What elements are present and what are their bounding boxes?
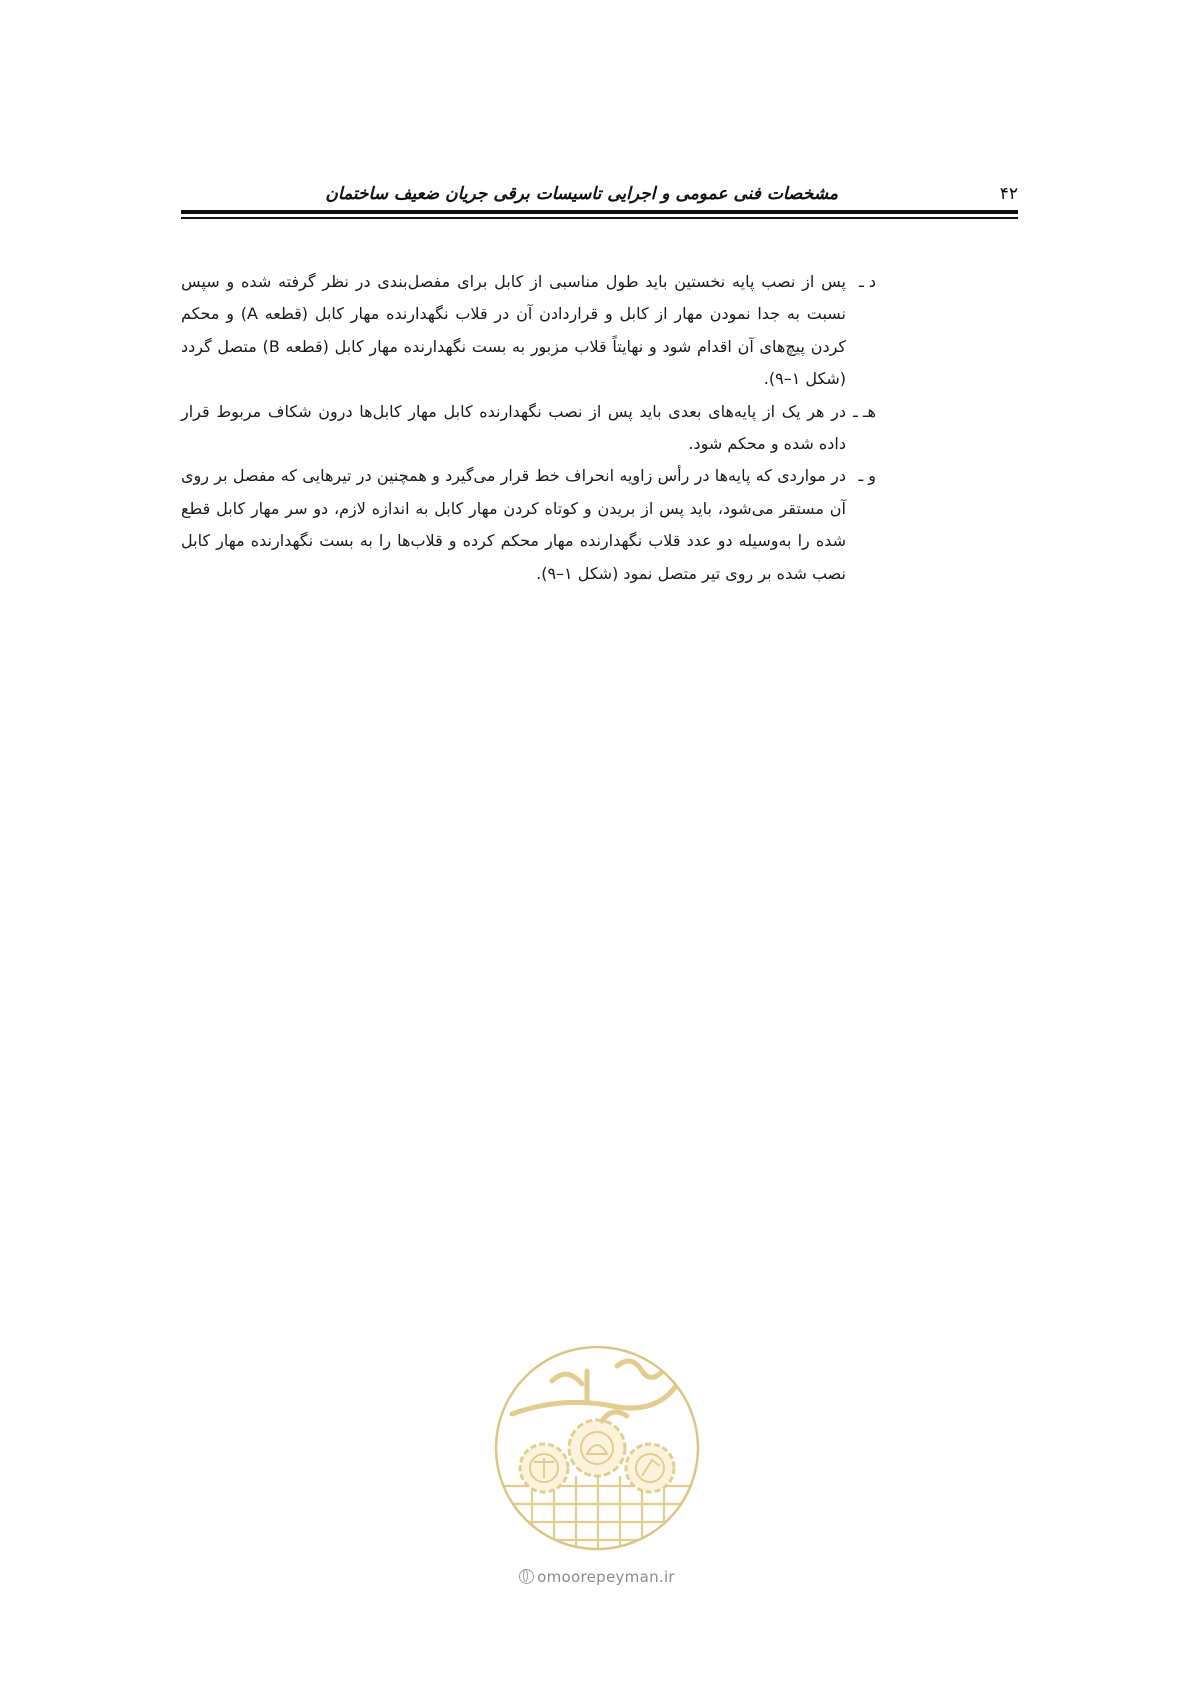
paragraph-vav (181, 460, 876, 590)
header-rule-thick (181, 210, 1018, 214)
globe-icon (519, 1569, 534, 1584)
paragraph-text: در هر یک از پایه‌های بعدی باید پس از نصب نگهدارنده کابل مهار کابل‌ها درون شکاف مربوط قرار داده شده و محکم شود. (181, 401, 846, 454)
paragraph-he (181, 396, 876, 461)
header-rule-thin (181, 217, 1018, 219)
paragraph-text: در مواردی که پایه‌ها در رأس زاویه انحراف خط قرار می‌گیرد و همچنین در تیرهایی که مفصل بر روی آن مستقر می‌شود، باید پس از بریدن و کوتاه کردن مهار کابل به اندازه لازم، دو سر مهار کابل قطع شده را به‌وسیله دو عدد قلاب نگهدارنده مهار محکم کرده و قلاب‌ها را به بست نگهدارنده مهار کابل نصب شده بر روی تیر متصل نمود (شکل ۱–۹). (181, 466, 846, 583)
page-header (181, 178, 1018, 214)
publisher-logo (492, 1336, 702, 1561)
paragraph-d (181, 266, 876, 396)
publisher-url (474, 1568, 720, 1586)
paragraph-marker: هـ ـ (853, 401, 876, 421)
body-text (181, 266, 876, 590)
paragraph-marker: د ـ (859, 272, 876, 291)
publisher-url-text: omoorepeyman.ir (537, 1568, 675, 1586)
paragraph-marker: و ـ (858, 466, 876, 486)
running-title: مشخصات فنی عمومی و اجرایی تاسیسات برقی جریان ضعیف ساختمان (325, 184, 838, 204)
page-number: ۴۲ (999, 184, 1018, 204)
paragraph-text: پس از نصب پایه نخستین باید طول مناسبی از کابل برای مفصل‌بندی در نظر گرفته شده و سپس نسبت به جدا نمودن مهار از کابل و قراردادن آن در قلاب نگهدارنده مهار کابل (قطعه A) و محکم کردن پیچ‌های آن اقدام شود و نهایتاً قلاب مزبور به بست نگهدارنده مهار کابل (قطعه B) متصل گردد (شکل ۱–۹). (181, 272, 847, 389)
